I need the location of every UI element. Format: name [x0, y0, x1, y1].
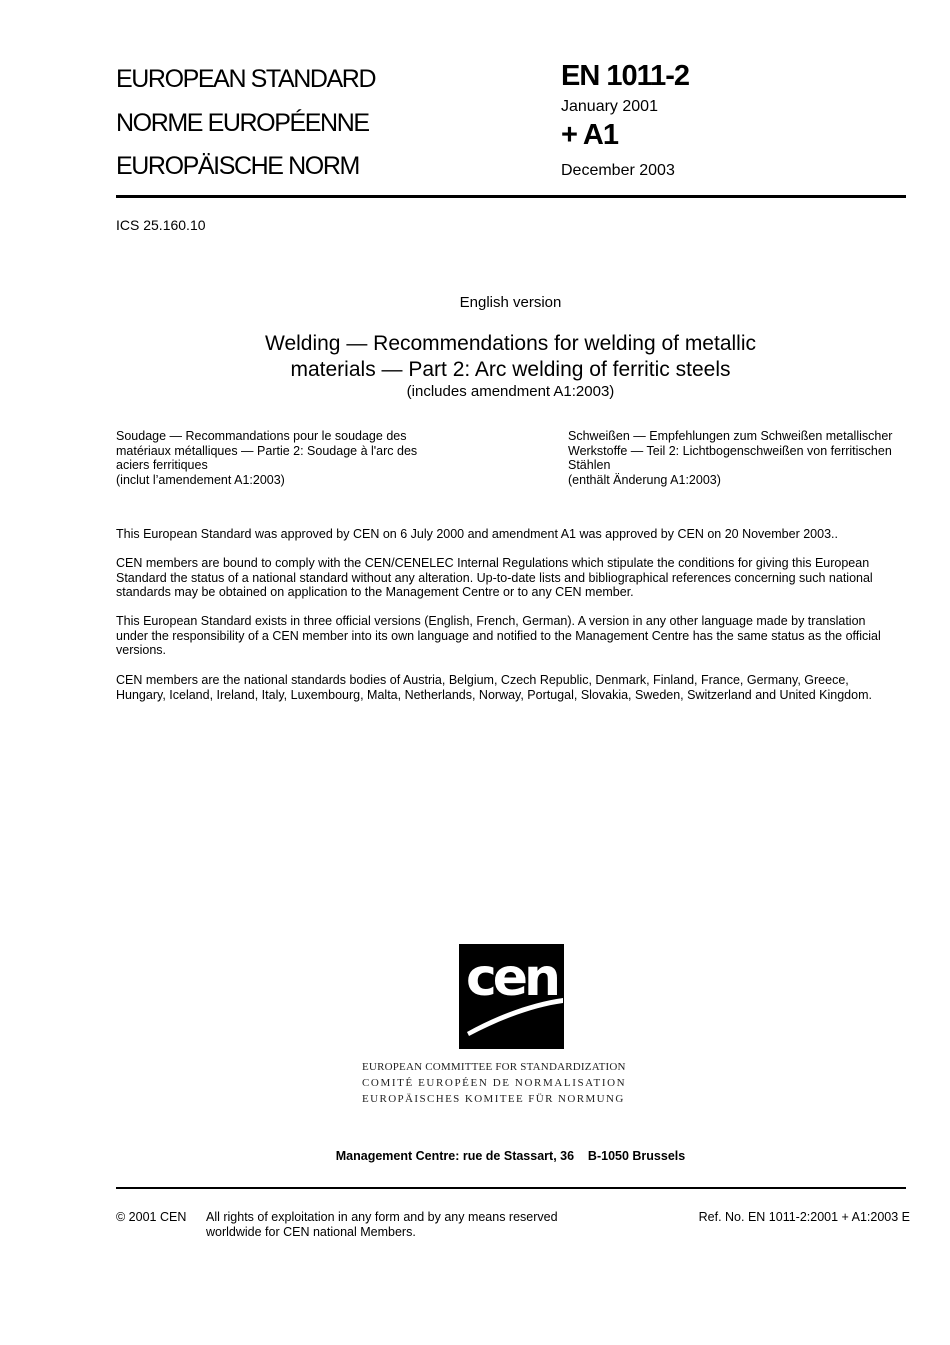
title-note: (includes amendment A1:2003) [406, 383, 615, 400]
footer-divider [116, 1187, 906, 1189]
document-title [0, 331, 950, 383]
rights-line-2: worldwide for CEN national Members. [206, 1224, 416, 1239]
standard-number: EN 1011-2 [561, 60, 690, 92]
french-title [116, 429, 417, 487]
reference-number: Ref. No. EN 1011-2:2001 + A1:2003 E [698, 1210, 910, 1224]
french-title-line: aciers ferritiques [116, 458, 208, 473]
rights-line-1: All rights of exploitation in any form and by any means reserved [206, 1210, 558, 1224]
amendment-label: + A1 [561, 119, 618, 151]
management-centre: Management Centre: rue de Stassart, 36 B-1050 Brussels [335, 1149, 686, 1163]
french-title-line: Soudage — Recommandations pour le soudage des [116, 429, 407, 443]
german-title-line: Werkstoffe — Teil 2: Lichtbogenschweißen von ferritischen [568, 443, 892, 458]
language-version: English version [459, 294, 562, 311]
standard-title-de: EUROPÄISCHE NORM [116, 152, 359, 180]
paragraph-line: Hungary, Iceland, Ireland, Italy, Luxembourg, Malta, Netherlands, Norway, Portugal, Slovakia, Sweden, Switzerland and United Kingdom. [116, 687, 872, 702]
french-title-line: matériaux métalliques — Partie 2: Soudage à l'arc des [116, 443, 418, 458]
paragraph-line: CEN members are the national standards bodies of Austria, Belgium, Czech Republic, Denmark, Finland, France, Germany, Greece, [116, 673, 849, 687]
ics-code: ICS 25.160.10 [116, 217, 206, 233]
standard-title-en: EUROPEAN STANDARD [116, 65, 376, 93]
committee-name-de: EUROPÄISCHES KOMITEE FÜR NORMUNG [362, 1093, 625, 1105]
amendment-date: December 2003 [561, 162, 675, 179]
paragraph-line: under the responsibility of a CEN member into its own language and notified to the Management Centre has the same status as the official [116, 628, 881, 643]
german-title-line: (enthält Änderung A1:2003) [568, 472, 721, 487]
title-line-2: materials — Part 2: Arc welding of ferritic steels [290, 358, 731, 381]
paragraph-line: This European Standard was approved by CEN on 6 July 2000 and amendment A1 was approved by CEN on 20 November 2003.. [116, 527, 838, 541]
header-divider [116, 195, 906, 198]
national-bodies-paragraph [116, 673, 906, 702]
standard-title-fr: NORME EUROPÉENNE [116, 109, 369, 137]
rights-statement [206, 1210, 558, 1239]
copyright: © 2001 CEN [116, 1210, 187, 1224]
paragraph-line: This European Standard exists in three official versions (English, French, German). A version in any other language made by translation [116, 614, 866, 628]
french-title-line: (inclut l’amendement A1:2003) [116, 472, 285, 487]
cen-logo-text: cen [465, 948, 558, 1008]
cen-logo-swoosh-icon [459, 944, 564, 1049]
cen-logo [459, 944, 564, 1049]
members-paragraph [116, 556, 906, 600]
paragraph-line: CEN members are bound to comply with the CEN/CENELEC Internal Regulations which stipulate the conditions for giving this European [116, 556, 870, 570]
publication-date: January 2001 [561, 98, 658, 115]
paragraph-line: Standard the status of a national standard without any alteration. Up-to-date lists and bibliographical references concerning such national [116, 570, 873, 585]
committee-name-en: EUROPEAN COMMITTEE FOR STANDARDIZATION [362, 1061, 626, 1073]
german-title-line: Stählen [568, 458, 611, 473]
committee-name-fr: COMITÉ EUROPÉEN DE NORMALISATION [362, 1077, 627, 1089]
german-title-line: Schweißen — Empfehlungen zum Schweißen metallischer [568, 429, 893, 443]
approval-paragraph [116, 527, 906, 542]
german-title [568, 429, 892, 487]
versions-paragraph [116, 614, 906, 658]
title-line-1: Welding — Recommendations for welding of metallic [265, 332, 756, 355]
paragraph-line: standards may be obtained on application to the Management Centre or to any CEN member. [116, 585, 634, 600]
paragraph-line: versions. [116, 643, 167, 658]
